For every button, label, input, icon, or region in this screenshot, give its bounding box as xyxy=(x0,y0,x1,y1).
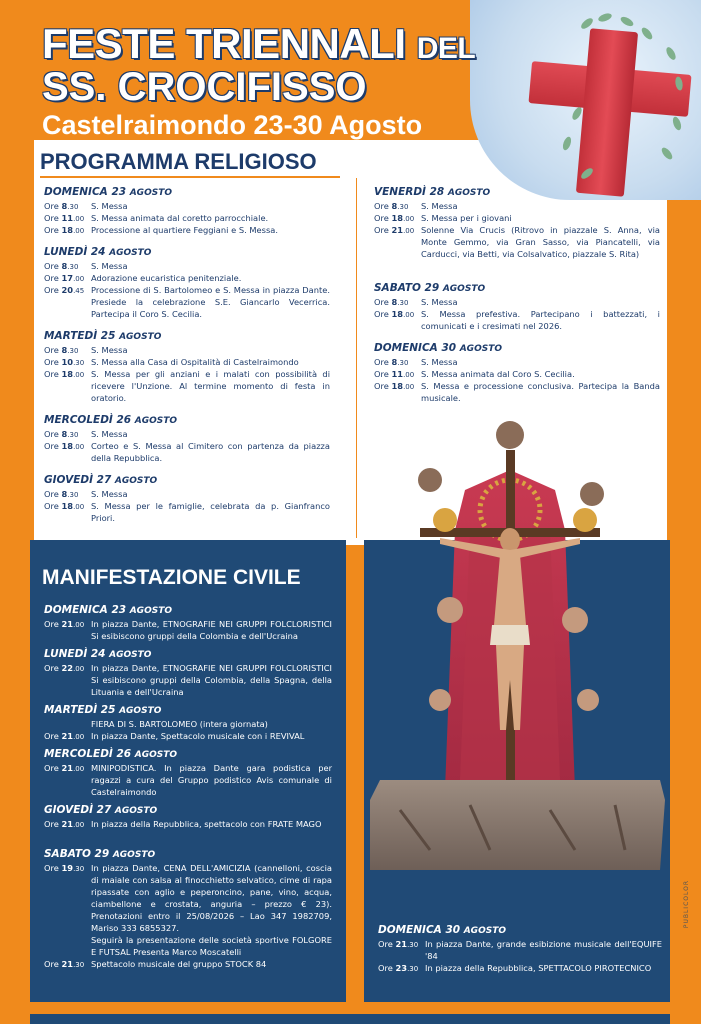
religious-title: PROGRAMMA RELIGIOSO xyxy=(40,149,317,174)
time-minutes: .00 xyxy=(403,215,415,223)
schedule-row xyxy=(44,762,332,798)
title-del: DEL xyxy=(416,32,476,65)
schedule-text: In piazza Dante, CENA DELL'AMICIZIA (cannelloni, coscia di maiale con salsa al finocchietto selvatico, cime di rapa ripassate con aglio e peperoncino, pane, vino, acqua, ciambellone e crostata, anguria – prezzo € 23). Prenotazioni entro il 25/08/2026 – Lao 347 1982709, Mariso 333 6855327. xyxy=(91,863,332,933)
schedule-text: FIERA DI S. BARTOLOMEO (intera giornata) xyxy=(91,719,268,729)
day-month: AGOSTO xyxy=(112,850,156,860)
time-hour: 21 xyxy=(395,939,408,949)
day-heading: MERCOLEDÌ 26 AGOSTO xyxy=(44,748,178,760)
schedule-text: S. Messa xyxy=(91,345,128,355)
time-minutes: .00 xyxy=(73,733,85,741)
time-hour: 8 xyxy=(391,297,398,307)
time-hour: 8 xyxy=(391,201,398,211)
schedule-time: Ore 17.00 xyxy=(44,273,85,283)
time-minutes: .30 xyxy=(397,299,409,307)
time-minutes: .00 xyxy=(73,821,85,829)
schedule-time: Ore 18.00 xyxy=(44,501,85,511)
time-hour: 21 xyxy=(391,225,404,235)
time-minutes: .00 xyxy=(73,765,85,773)
time-hour: 18 xyxy=(61,501,74,511)
time-minutes: .30 xyxy=(67,491,79,499)
day-month: AGOSTO xyxy=(459,344,502,354)
day-month: AGOSTO xyxy=(134,416,178,426)
day-month: AGOSTO xyxy=(442,284,486,294)
day-heading: MARTEDÌ 25 AGOSTO xyxy=(44,704,162,716)
schedule-text: In piazza Dante, ETNOGRAFIE NEI GRUPPI FOLCLORISTICI Si esibiscono gruppi della Colombia e dell'Ucraina xyxy=(91,619,332,641)
time-hour: 8 xyxy=(61,201,68,211)
day-month: AGOSTO xyxy=(134,750,178,760)
time-hour: 17 xyxy=(61,273,74,283)
day-heading: DOMENICA 30 AGOSTO xyxy=(374,342,502,354)
day-month: AGOSTO xyxy=(129,188,172,198)
schedule-time: Ore 8.30 xyxy=(44,201,79,211)
schedule-time: Ore 22.00 xyxy=(44,663,85,673)
schedule-row xyxy=(44,818,332,831)
time-hour: 21 xyxy=(61,619,74,629)
schedule-time: Ore 18.00 xyxy=(374,309,415,319)
schedule-row xyxy=(374,308,660,332)
day-heading: MERCOLEDÌ 26 AGOSTO xyxy=(44,414,178,426)
schedule-row xyxy=(44,618,332,642)
day-heading: GIOVEDÌ 27 AGOSTO xyxy=(44,804,158,816)
time-minutes: .00 xyxy=(73,227,85,235)
day-month: AGOSTO xyxy=(114,476,158,486)
schedule-text: S. Messa e processione conclusiva. Partecipa la Banda musicale. xyxy=(421,381,660,403)
schedule-text: Processione di S. Bartolomeo e S. Messa in piazza Dante. Presiede la celebrazione S.E. Giancarlo Vecerrica. Partecipa il Coro S. Cecilia. xyxy=(91,285,330,319)
schedule-text: S. Messa xyxy=(91,489,128,499)
schedule-row xyxy=(44,662,332,698)
schedule-text: S. Messa prefestiva. Partecipano i battezzati, i comunicati e i cresimati nel 2026. xyxy=(421,309,660,331)
schedule-row xyxy=(378,938,662,962)
time-hour: 10 xyxy=(61,357,74,367)
day-heading: DOMENICA 30 AGOSTO xyxy=(378,924,506,936)
schedule-time: Ore 18.00 xyxy=(44,225,85,235)
time-minutes: .00 xyxy=(73,665,85,673)
schedule-time: Ore 21.00 xyxy=(44,619,85,629)
time-minutes: .00 xyxy=(403,371,415,379)
time-hour: 8 xyxy=(391,357,398,367)
time-minutes: .30 xyxy=(67,203,79,211)
schedule-time: Ore 18.00 xyxy=(374,381,415,391)
time-minutes: .30 xyxy=(397,359,409,367)
time-minutes: .00 xyxy=(73,621,85,629)
time-minutes: .00 xyxy=(403,311,415,319)
time-hour: 18 xyxy=(391,309,404,319)
schedule-time: Ore 8.30 xyxy=(44,345,79,355)
schedule-time: Ore 10.30 xyxy=(44,357,85,367)
schedule-time: Ore 21.00 xyxy=(44,731,85,741)
time-hour: 8 xyxy=(61,261,68,271)
schedule-text: Solenne Via Crucis (Ritrovo in piazzale S. Anna, via Monte Gemmo, via Gran Sasso, via Piancatelli, via Carducci, via Betti, via Colsalvatico, piazzale S. Rita) xyxy=(421,225,660,259)
schedule-time: Ore 18.00 xyxy=(44,369,85,379)
time-minutes: .30 xyxy=(73,961,85,969)
time-minutes: .00 xyxy=(403,227,415,235)
bottom-strip-blue xyxy=(30,1014,670,1024)
schedule-row xyxy=(44,934,332,958)
day-month: AGOSTO xyxy=(119,332,162,342)
schedule-time: Ore 20.45 xyxy=(44,285,85,295)
time-minutes: .30 xyxy=(407,965,419,973)
schedule-time: Ore 8.30 xyxy=(44,261,79,271)
schedule-time: Ore 11.00 xyxy=(44,213,85,223)
schedule-text: S. Messa xyxy=(421,201,458,211)
time-minutes: .00 xyxy=(73,215,85,223)
schedule-text: In piazza della Repubblica, SPETTACOLO PIROTECNICO xyxy=(425,963,652,973)
time-hour: 23 xyxy=(395,963,408,973)
schedule-row xyxy=(374,380,660,404)
title-underline xyxy=(40,176,340,178)
olive-branch-icon xyxy=(560,10,700,210)
schedule-time: Ore 23.30 xyxy=(378,963,419,973)
time-hour: 21 xyxy=(61,763,74,773)
day-month: AGOSTO xyxy=(114,806,158,816)
schedule-text: Spettacolo musicale del gruppo STOCK 84 xyxy=(91,959,267,969)
schedule-text: S. Messa xyxy=(421,357,458,367)
time-minutes: .30 xyxy=(67,347,79,355)
time-minutes: .00 xyxy=(73,503,85,511)
day-heading: LUNEDÌ 24 AGOSTO xyxy=(44,648,152,660)
day-month: AGOSTO xyxy=(129,606,172,616)
time-minutes: .30 xyxy=(407,941,419,949)
day-heading: LUNEDÌ 24 AGOSTO xyxy=(44,246,152,258)
day-month: AGOSTO xyxy=(447,188,491,198)
time-hour: 22 xyxy=(61,663,74,673)
left-border xyxy=(0,0,34,560)
day-month: AGOSTO xyxy=(109,650,152,660)
schedule-time: Ore 21.30 xyxy=(44,959,85,969)
page-title: FESTE TRIENNALI DEL xyxy=(42,20,476,67)
schedule-time: Ore 18.00 xyxy=(374,213,415,223)
time-minutes: .00 xyxy=(73,275,85,283)
time-minutes: .45 xyxy=(73,287,85,295)
schedule-time: Ore 19.30 xyxy=(44,863,85,873)
day-heading: GIOVEDÌ 27 AGOSTO xyxy=(44,474,158,486)
schedule-text: Processione al quartiere Feggiani e S. Messa. xyxy=(91,225,278,235)
schedule-text: S. Messa per le famiglie, celebrata da p. Gianfranco Priori. xyxy=(91,501,330,523)
schedule-text: S. Messa per i giovani xyxy=(421,213,512,223)
schedule-time: Ore 8.30 xyxy=(374,297,409,307)
schedule-time: Ore 11.00 xyxy=(374,369,415,379)
schedule-time xyxy=(44,934,91,958)
time-minutes: .00 xyxy=(73,443,85,451)
day-heading: DOMENICA 23 AGOSTO xyxy=(44,186,172,198)
schedule-text: S. Messa xyxy=(91,201,128,211)
schedule-text: In piazza Dante, grande esibizione musicale dell'EQUIFE '84 xyxy=(425,939,662,961)
schedule-time: Ore 21.00 xyxy=(374,225,415,235)
schedule-text: S. Messa xyxy=(91,429,128,439)
day-month: AGOSTO xyxy=(109,248,152,258)
schedule-time: Ore 21.00 xyxy=(44,763,85,773)
schedule-row xyxy=(44,730,332,743)
schedule-text: S. Messa animata dal coretto parrocchiale. xyxy=(91,213,269,223)
credit: PUBLICOLOR xyxy=(683,880,690,929)
day-heading: VENERDÌ 28 AGOSTO xyxy=(374,186,491,198)
schedule-text: S. Messa xyxy=(91,261,128,271)
time-hour: 11 xyxy=(391,369,404,379)
schedule-text: S. Messa xyxy=(421,297,458,307)
time-hour: 18 xyxy=(391,381,404,391)
schedule-time xyxy=(44,718,91,730)
time-hour: 19 xyxy=(61,863,74,873)
schedule-row xyxy=(44,500,330,524)
schedule-row xyxy=(44,440,330,464)
schedule-time: Ore 8.30 xyxy=(374,357,409,367)
time-hour: 18 xyxy=(391,213,404,223)
schedule-time: Ore 8.30 xyxy=(374,201,409,211)
schedule-row xyxy=(44,368,330,404)
schedule-text: In piazza della Repubblica, spettacolo con FRATE MAGO xyxy=(91,819,322,829)
day-heading: MARTEDÌ 25 AGOSTO xyxy=(44,330,162,342)
subtitle: Castelraimondo 23-30 Agosto xyxy=(42,110,423,140)
schedule-text: S. Messa alla Casa di Ospitalità di Castelraimondo xyxy=(91,357,299,367)
crucifix-statue-image xyxy=(360,410,670,880)
time-minutes: .30 xyxy=(67,431,79,439)
schedule-text: Adorazione eucaristica penitenziale. xyxy=(91,273,242,283)
schedule-text: In piazza Dante, ETNOGRAFIE NEI GRUPPI FOLCLORISTICI Si esibiscono gruppi della Colombia, della Spagna, della Lituania e dell'Ucraina xyxy=(91,663,332,697)
schedule-row xyxy=(44,718,332,730)
column-divider xyxy=(356,178,357,538)
schedule-text: MINIPODISTICA. In piazza Dante gara podistica per ragazzi a cura del Gruppo podistico Avis comunale di Castelraimondo xyxy=(91,763,332,797)
civil-title: MANIFESTAZIONE CIVILE xyxy=(42,566,301,589)
schedule-time: Ore 21.00 xyxy=(44,819,85,829)
page-title-line2: SS. CROCIFISSO xyxy=(42,65,367,109)
time-minutes: .00 xyxy=(73,371,85,379)
day-month: AGOSTO xyxy=(463,926,506,936)
time-hour: 11 xyxy=(61,213,74,223)
schedule-row xyxy=(44,862,332,934)
time-hour: 21 xyxy=(61,959,74,969)
time-hour: 18 xyxy=(61,225,74,235)
time-hour: 8 xyxy=(61,429,68,439)
time-hour: 20 xyxy=(61,285,74,295)
time-hour: 18 xyxy=(61,441,74,451)
schedule-time: Ore 21.30 xyxy=(378,939,419,949)
schedule-row xyxy=(378,962,662,975)
time-minutes: .30 xyxy=(397,203,409,211)
schedule-row xyxy=(44,284,330,320)
schedule-time: Ore 8.30 xyxy=(44,489,79,499)
time-hour: 21 xyxy=(61,819,74,829)
schedule-row xyxy=(44,224,330,237)
time-hour: 8 xyxy=(61,489,68,499)
time-minutes: .30 xyxy=(67,263,79,271)
time-hour: 8 xyxy=(61,345,68,355)
schedule-text: Seguirà la presentazione delle società sportive FOLGORE E FUTSAL Presenta Marco Moscatelli xyxy=(91,935,332,957)
day-heading: SABATO 29 AGOSTO xyxy=(374,282,486,294)
day-heading: SABATO 29 AGOSTO xyxy=(44,848,156,860)
schedule-row xyxy=(44,958,332,971)
schedule-text: S. Messa animata dal Coro S. Cecilia. xyxy=(421,369,575,379)
schedule-text: In piazza Dante, Spettacolo musicale con i REVIVAL xyxy=(91,731,305,741)
time-minutes: .30 xyxy=(73,359,85,367)
schedule-text: S. Messa per gli anziani e i malati con possibilità di ricevere l'Unzione. Al termine momento di festa in oratorio. xyxy=(91,369,330,403)
time-minutes: .30 xyxy=(73,865,85,873)
day-month: AGOSTO xyxy=(119,706,162,716)
time-hour: 18 xyxy=(61,369,74,379)
schedule-text: Corteo e S. Messa al Cimitero con partenza da piazza della Repubblica. xyxy=(91,441,330,463)
time-minutes: .00 xyxy=(403,383,415,391)
schedule-time: Ore 8.30 xyxy=(44,429,79,439)
schedule-row xyxy=(374,224,660,260)
time-hour: 21 xyxy=(61,731,74,741)
day-heading: DOMENICA 23 AGOSTO xyxy=(44,604,172,616)
schedule-time: Ore 18.00 xyxy=(44,441,85,451)
